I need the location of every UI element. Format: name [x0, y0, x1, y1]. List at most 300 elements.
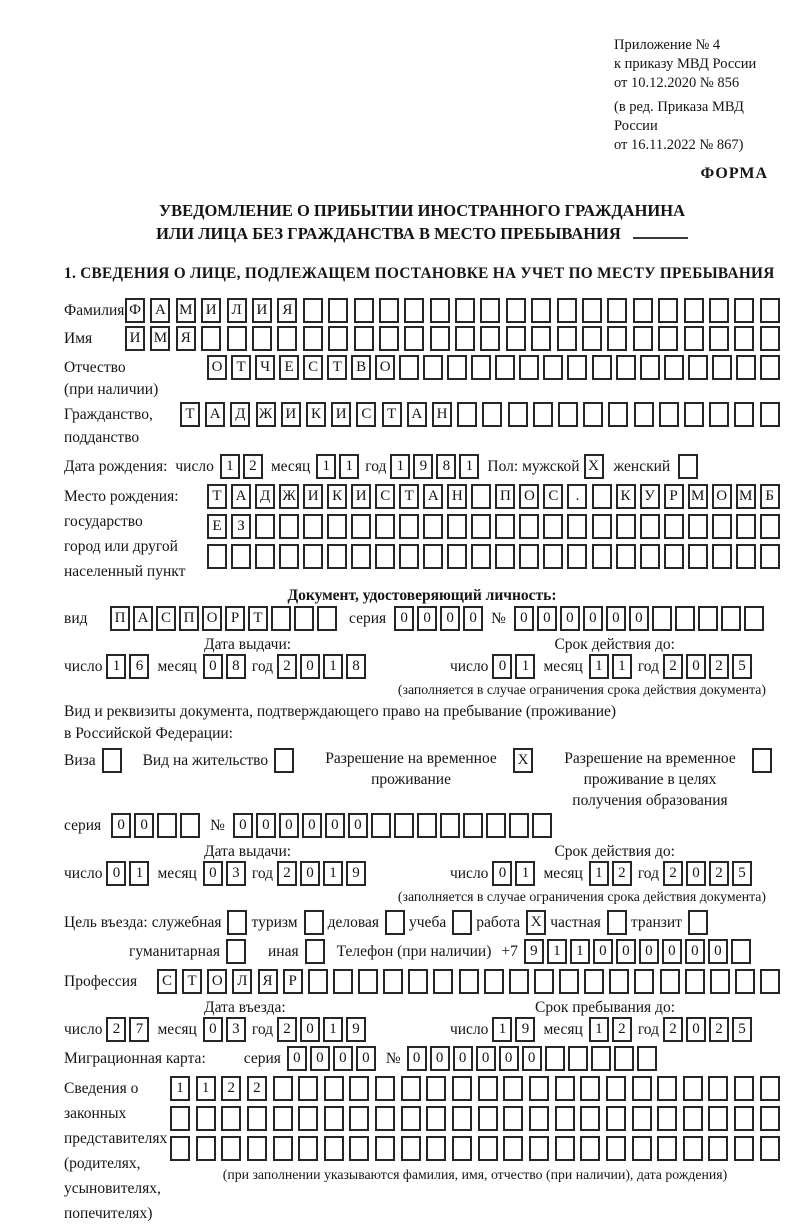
char-cell[interactable] — [327, 514, 347, 539]
char-cell[interactable]: 0 — [616, 939, 636, 964]
char-cell[interactable] — [303, 514, 323, 539]
char-cell[interactable] — [351, 544, 371, 569]
char-cell[interactable]: Т — [182, 969, 202, 994]
char-cell[interactable] — [532, 813, 552, 838]
char-cell[interactable] — [688, 910, 708, 935]
char-cell[interactable] — [519, 514, 539, 539]
char-cell[interactable]: Е — [207, 514, 227, 539]
char-cell[interactable] — [634, 402, 654, 427]
char-cell[interactable] — [207, 544, 227, 569]
char-cell[interactable]: 1 — [323, 861, 343, 886]
char-cell[interactable] — [652, 606, 672, 631]
char-cell[interactable] — [478, 1076, 498, 1101]
char-cell[interactable] — [735, 969, 755, 994]
char-cell[interactable] — [495, 355, 515, 380]
char-cell[interactable] — [583, 402, 603, 427]
char-cell[interactable] — [657, 1106, 677, 1131]
char-cell[interactable] — [408, 969, 428, 994]
birth-month-input[interactable] — [316, 454, 359, 479]
char-cell[interactable]: Л — [232, 969, 252, 994]
char-cell[interactable] — [640, 544, 660, 569]
char-cell[interactable] — [170, 1106, 190, 1131]
char-cell[interactable] — [327, 544, 347, 569]
char-cell[interactable] — [760, 969, 780, 994]
char-cell[interactable] — [557, 326, 577, 351]
char-cell[interactable] — [736, 544, 756, 569]
char-cell[interactable] — [430, 298, 450, 323]
char-cell[interactable] — [399, 514, 419, 539]
char-cell[interactable]: 9 — [346, 861, 366, 886]
char-cell[interactable] — [273, 1106, 293, 1131]
stay-year-input[interactable] — [663, 1017, 752, 1042]
char-cell[interactable]: Т — [382, 402, 402, 427]
char-cell[interactable] — [632, 1136, 652, 1161]
residence-issue-day-input[interactable] — [106, 861, 149, 886]
char-cell[interactable] — [592, 514, 612, 539]
purpose-humanitarian-checkbox[interactable] — [226, 939, 246, 964]
char-cell[interactable]: В — [351, 355, 371, 380]
char-cell[interactable] — [709, 326, 729, 351]
char-cell[interactable]: Ф — [125, 298, 145, 323]
char-cell[interactable] — [508, 402, 528, 427]
char-cell[interactable]: Р — [283, 969, 303, 994]
char-cell[interactable] — [637, 1046, 657, 1071]
char-cell[interactable] — [632, 1106, 652, 1131]
char-cell[interactable]: 1 — [196, 1076, 216, 1101]
char-cell[interactable]: 0 — [233, 813, 253, 838]
char-cell[interactable] — [196, 1136, 216, 1161]
char-cell[interactable]: 1 — [129, 861, 149, 886]
char-cell[interactable]: 2 — [612, 1017, 632, 1042]
residence-valid-year-input[interactable] — [663, 861, 752, 886]
char-cell[interactable] — [455, 298, 475, 323]
char-cell[interactable] — [543, 514, 563, 539]
char-cell[interactable] — [736, 514, 756, 539]
char-cell[interactable]: 0 — [708, 939, 728, 964]
char-cell[interactable] — [506, 326, 526, 351]
birth-day-input[interactable] — [220, 454, 263, 479]
stay-month-input[interactable] — [589, 1017, 632, 1042]
char-cell[interactable] — [506, 298, 526, 323]
char-cell[interactable]: 0 — [476, 1046, 496, 1071]
char-cell[interactable]: 2 — [277, 654, 297, 679]
char-cell[interactable] — [452, 1106, 472, 1131]
char-cell[interactable] — [632, 1076, 652, 1101]
char-cell[interactable] — [760, 514, 780, 539]
identity-valid-month-input[interactable] — [589, 654, 632, 679]
purpose-official-checkbox[interactable] — [227, 910, 247, 935]
char-cell[interactable]: 2 — [612, 861, 632, 886]
char-cell[interactable] — [304, 910, 324, 935]
char-cell[interactable]: О — [712, 484, 732, 509]
char-cell[interactable]: 8 — [226, 654, 246, 679]
purpose-business-checkbox[interactable] — [385, 910, 405, 935]
char-cell[interactable]: 8 — [346, 654, 366, 679]
char-cell[interactable]: К — [327, 484, 347, 509]
char-cell[interactable] — [529, 1076, 549, 1101]
char-cell[interactable]: 0 — [203, 654, 223, 679]
char-cell[interactable]: 0 — [686, 654, 706, 679]
char-cell[interactable]: 0 — [417, 606, 437, 631]
char-cell[interactable]: 0 — [629, 606, 649, 631]
char-cell[interactable] — [616, 544, 636, 569]
char-cell[interactable] — [447, 514, 467, 539]
char-cell[interactable] — [567, 544, 587, 569]
char-cell[interactable] — [658, 298, 678, 323]
char-cell[interactable]: 2 — [277, 1017, 297, 1042]
char-cell[interactable] — [685, 969, 705, 994]
char-cell[interactable] — [447, 355, 467, 380]
char-cell[interactable] — [519, 544, 539, 569]
char-cell[interactable]: С — [375, 484, 395, 509]
char-cell[interactable]: К — [616, 484, 636, 509]
char-cell[interactable]: Р — [225, 606, 245, 631]
char-cell[interactable] — [459, 969, 479, 994]
char-cell[interactable]: 2 — [663, 1017, 683, 1042]
char-cell[interactable] — [660, 969, 680, 994]
char-cell[interactable] — [616, 514, 636, 539]
char-cell[interactable] — [452, 1136, 472, 1161]
char-cell[interactable]: 5 — [732, 861, 752, 886]
char-cell[interactable]: 2 — [243, 454, 263, 479]
char-cell[interactable] — [633, 298, 653, 323]
identity-valid-day-input[interactable] — [492, 654, 535, 679]
char-cell[interactable] — [591, 1046, 611, 1071]
char-cell[interactable] — [712, 544, 732, 569]
char-cell[interactable] — [255, 544, 275, 569]
char-cell[interactable] — [752, 748, 772, 773]
char-cell[interactable]: 0 — [560, 606, 580, 631]
profession-input[interactable] — [157, 969, 780, 994]
char-cell[interactable] — [659, 402, 679, 427]
char-cell[interactable] — [607, 326, 627, 351]
char-cell[interactable] — [559, 969, 579, 994]
char-cell[interactable] — [375, 1106, 395, 1131]
char-cell[interactable]: . — [567, 484, 587, 509]
char-cell[interactable] — [529, 1136, 549, 1161]
char-cell[interactable] — [426, 1076, 446, 1101]
char-cell[interactable] — [324, 1076, 344, 1101]
char-cell[interactable] — [447, 544, 467, 569]
char-cell[interactable] — [760, 326, 780, 351]
char-cell[interactable] — [543, 544, 563, 569]
birth-year-input[interactable] — [390, 454, 479, 479]
char-cell[interactable] — [221, 1136, 241, 1161]
char-cell[interactable] — [688, 355, 708, 380]
char-cell[interactable]: 0 — [686, 1017, 706, 1042]
char-cell[interactable]: П — [495, 484, 515, 509]
char-cell[interactable] — [531, 298, 551, 323]
char-cell[interactable]: 0 — [514, 606, 534, 631]
char-cell[interactable] — [684, 298, 704, 323]
residence-valid-month-input[interactable] — [589, 861, 632, 886]
char-cell[interactable] — [608, 402, 628, 427]
char-cell[interactable] — [423, 355, 443, 380]
char-cell[interactable] — [277, 326, 297, 351]
char-cell[interactable]: 1 — [612, 654, 632, 679]
char-cell[interactable] — [404, 298, 424, 323]
char-cell[interactable]: 7 — [129, 1017, 149, 1042]
char-cell[interactable]: 2 — [221, 1076, 241, 1101]
char-cell[interactable] — [303, 544, 323, 569]
char-cell[interactable]: Д — [255, 484, 275, 509]
residence-issue-month-input[interactable] — [203, 861, 246, 886]
residence-permit-checkbox[interactable] — [274, 748, 294, 773]
char-cell[interactable]: 1 — [589, 1017, 609, 1042]
char-cell[interactable] — [760, 544, 780, 569]
char-cell[interactable] — [404, 326, 424, 351]
char-cell[interactable] — [294, 606, 314, 631]
char-cell[interactable]: X — [526, 910, 546, 935]
char-cell[interactable] — [503, 1076, 523, 1101]
char-cell[interactable] — [509, 969, 529, 994]
char-cell[interactable]: 1 — [323, 654, 343, 679]
char-cell[interactable]: 0 — [287, 1046, 307, 1071]
char-cell[interactable] — [567, 514, 587, 539]
edu-residence-permit-checkbox[interactable] — [752, 748, 772, 773]
birthplace-input-row2[interactable] — [207, 514, 780, 539]
char-cell[interactable] — [495, 514, 515, 539]
char-cell[interactable] — [328, 326, 348, 351]
birthplace-input-row1[interactable] — [207, 484, 780, 509]
char-cell[interactable] — [423, 544, 443, 569]
char-cell[interactable] — [252, 326, 272, 351]
char-cell[interactable] — [433, 969, 453, 994]
char-cell[interactable]: И — [201, 298, 221, 323]
char-cell[interactable] — [471, 484, 491, 509]
char-cell[interactable] — [533, 402, 553, 427]
char-cell[interactable] — [708, 1106, 728, 1131]
char-cell[interactable]: 2 — [709, 861, 729, 886]
char-cell[interactable]: О — [207, 969, 227, 994]
char-cell[interactable] — [157, 813, 177, 838]
char-cell[interactable] — [710, 969, 730, 994]
char-cell[interactable] — [606, 1136, 626, 1161]
char-cell[interactable] — [519, 355, 539, 380]
char-cell[interactable]: 0 — [606, 606, 626, 631]
char-cell[interactable]: 2 — [277, 861, 297, 886]
char-cell[interactable] — [545, 1046, 565, 1071]
char-cell[interactable] — [471, 544, 491, 569]
char-cell[interactable] — [592, 355, 612, 380]
char-cell[interactable] — [375, 1136, 395, 1161]
temp-residence-permit-checkbox[interactable] — [513, 748, 533, 773]
char-cell[interactable]: 0 — [492, 861, 512, 886]
identity-valid-year-input[interactable] — [663, 654, 752, 679]
char-cell[interactable] — [734, 1106, 754, 1131]
firstname-input[interactable] — [125, 326, 780, 351]
char-cell[interactable]: Р — [664, 484, 684, 509]
char-cell[interactable] — [558, 402, 578, 427]
char-cell[interactable]: 5 — [732, 1017, 752, 1042]
char-cell[interactable] — [102, 748, 122, 773]
char-cell[interactable]: X — [513, 748, 533, 773]
char-cell[interactable] — [279, 514, 299, 539]
char-cell[interactable]: З — [231, 514, 251, 539]
char-cell[interactable] — [354, 298, 374, 323]
char-cell[interactable]: М — [176, 298, 196, 323]
char-cell[interactable]: М — [688, 484, 708, 509]
char-cell[interactable] — [567, 355, 587, 380]
char-cell[interactable]: 0 — [300, 861, 320, 886]
char-cell[interactable]: 3 — [226, 1017, 246, 1042]
char-cell[interactable] — [609, 969, 629, 994]
char-cell[interactable] — [305, 939, 325, 964]
char-cell[interactable] — [349, 1136, 369, 1161]
char-cell[interactable] — [271, 606, 291, 631]
char-cell[interactable] — [734, 1136, 754, 1161]
char-cell[interactable] — [580, 1076, 600, 1101]
char-cell[interactable] — [760, 402, 780, 427]
char-cell[interactable]: А — [205, 402, 225, 427]
char-cell[interactable] — [324, 1136, 344, 1161]
char-cell[interactable]: 0 — [279, 813, 299, 838]
char-cell[interactable]: С — [303, 355, 323, 380]
purpose-transit-checkbox[interactable] — [688, 910, 708, 935]
char-cell[interactable] — [375, 544, 395, 569]
char-cell[interactable]: 0 — [440, 606, 460, 631]
char-cell[interactable]: К — [306, 402, 326, 427]
entry-year-input[interactable] — [277, 1017, 366, 1042]
char-cell[interactable] — [482, 402, 502, 427]
char-cell[interactable]: 0 — [407, 1046, 427, 1071]
char-cell[interactable]: Ж — [256, 402, 276, 427]
char-cell[interactable] — [317, 606, 337, 631]
char-cell[interactable] — [401, 1106, 421, 1131]
char-cell[interactable]: И — [252, 298, 272, 323]
char-cell[interactable]: А — [231, 484, 251, 509]
char-cell[interactable] — [736, 355, 756, 380]
char-cell[interactable] — [657, 1136, 677, 1161]
char-cell[interactable] — [385, 910, 405, 935]
char-cell[interactable] — [760, 355, 780, 380]
char-cell[interactable]: П — [110, 606, 130, 631]
visa-checkbox[interactable] — [102, 748, 122, 773]
char-cell[interactable] — [196, 1106, 216, 1131]
char-cell[interactable] — [634, 969, 654, 994]
char-cell[interactable] — [712, 514, 732, 539]
char-cell[interactable] — [423, 514, 443, 539]
char-cell[interactable]: М — [150, 326, 170, 351]
char-cell[interactable]: Т — [231, 355, 251, 380]
char-cell[interactable] — [484, 969, 504, 994]
char-cell[interactable] — [709, 298, 729, 323]
char-cell[interactable] — [440, 813, 460, 838]
char-cell[interactable]: 2 — [663, 861, 683, 886]
char-cell[interactable] — [678, 454, 698, 479]
char-cell[interactable]: О — [202, 606, 222, 631]
purpose-other-checkbox[interactable] — [305, 939, 325, 964]
char-cell[interactable] — [534, 969, 554, 994]
char-cell[interactable]: 1 — [390, 454, 410, 479]
char-cell[interactable]: 1 — [170, 1076, 190, 1101]
char-cell[interactable] — [607, 298, 627, 323]
char-cell[interactable]: 0 — [348, 813, 368, 838]
migration-series-input[interactable] — [287, 1046, 376, 1071]
char-cell[interactable]: Ж — [279, 484, 299, 509]
char-cell[interactable]: Ч — [255, 355, 275, 380]
char-cell[interactable]: 2 — [709, 1017, 729, 1042]
char-cell[interactable] — [426, 1106, 446, 1131]
char-cell[interactable]: 0 — [430, 1046, 450, 1071]
char-cell[interactable]: О — [375, 355, 395, 380]
char-cell[interactable]: Е — [279, 355, 299, 380]
char-cell[interactable] — [180, 813, 200, 838]
char-cell[interactable]: 1 — [339, 454, 359, 479]
char-cell[interactable]: Я — [258, 969, 278, 994]
char-cell[interactable]: 0 — [537, 606, 557, 631]
char-cell[interactable] — [606, 1076, 626, 1101]
char-cell[interactable] — [509, 813, 529, 838]
char-cell[interactable]: Я — [176, 326, 196, 351]
char-cell[interactable] — [358, 969, 378, 994]
char-cell[interactable] — [568, 1046, 588, 1071]
residence-number-input[interactable] — [233, 813, 552, 838]
char-cell[interactable] — [555, 1076, 575, 1101]
char-cell[interactable] — [584, 969, 604, 994]
char-cell[interactable]: 9 — [524, 939, 544, 964]
char-cell[interactable] — [592, 484, 612, 509]
char-cell[interactable]: 0 — [106, 861, 126, 886]
char-cell[interactable] — [744, 606, 764, 631]
doc-series-input[interactable] — [394, 606, 483, 631]
char-cell[interactable]: 8 — [436, 454, 456, 479]
char-cell[interactable] — [401, 1136, 421, 1161]
char-cell[interactable]: 0 — [356, 1046, 376, 1071]
representatives-input-row2[interactable] — [170, 1106, 780, 1131]
char-cell[interactable]: Б — [760, 484, 780, 509]
char-cell[interactable]: С — [356, 402, 376, 427]
char-cell[interactable]: И — [281, 402, 301, 427]
char-cell[interactable] — [226, 939, 246, 964]
char-cell[interactable] — [383, 969, 403, 994]
char-cell[interactable]: 9 — [413, 454, 433, 479]
char-cell[interactable]: 0 — [492, 654, 512, 679]
char-cell[interactable] — [379, 298, 399, 323]
char-cell[interactable]: 0 — [300, 654, 320, 679]
char-cell[interactable] — [555, 1106, 575, 1131]
char-cell[interactable] — [308, 969, 328, 994]
char-cell[interactable] — [471, 514, 491, 539]
char-cell[interactable]: 1 — [515, 861, 535, 886]
char-cell[interactable] — [279, 544, 299, 569]
doc-number-input[interactable] — [514, 606, 764, 631]
char-cell[interactable] — [354, 326, 374, 351]
char-cell[interactable] — [426, 1136, 446, 1161]
char-cell[interactable]: Д — [230, 402, 250, 427]
char-cell[interactable]: 0 — [302, 813, 322, 838]
char-cell[interactable] — [640, 514, 660, 539]
char-cell[interactable] — [430, 326, 450, 351]
char-cell[interactable] — [399, 544, 419, 569]
char-cell[interactable] — [543, 355, 563, 380]
char-cell[interactable]: 0 — [662, 939, 682, 964]
char-cell[interactable] — [457, 402, 477, 427]
char-cell[interactable] — [760, 298, 780, 323]
char-cell[interactable]: Т — [248, 606, 268, 631]
char-cell[interactable]: 1 — [459, 454, 479, 479]
char-cell[interactable]: 0 — [686, 861, 706, 886]
migration-number-input[interactable] — [407, 1046, 657, 1071]
char-cell[interactable]: 2 — [247, 1076, 267, 1101]
char-cell[interactable]: 1 — [589, 861, 609, 886]
char-cell[interactable] — [247, 1136, 267, 1161]
char-cell[interactable]: И — [331, 402, 351, 427]
male-checkbox[interactable] — [584, 454, 604, 479]
char-cell[interactable]: 6 — [129, 654, 149, 679]
char-cell[interactable] — [417, 813, 437, 838]
char-cell[interactable]: 0 — [134, 813, 154, 838]
